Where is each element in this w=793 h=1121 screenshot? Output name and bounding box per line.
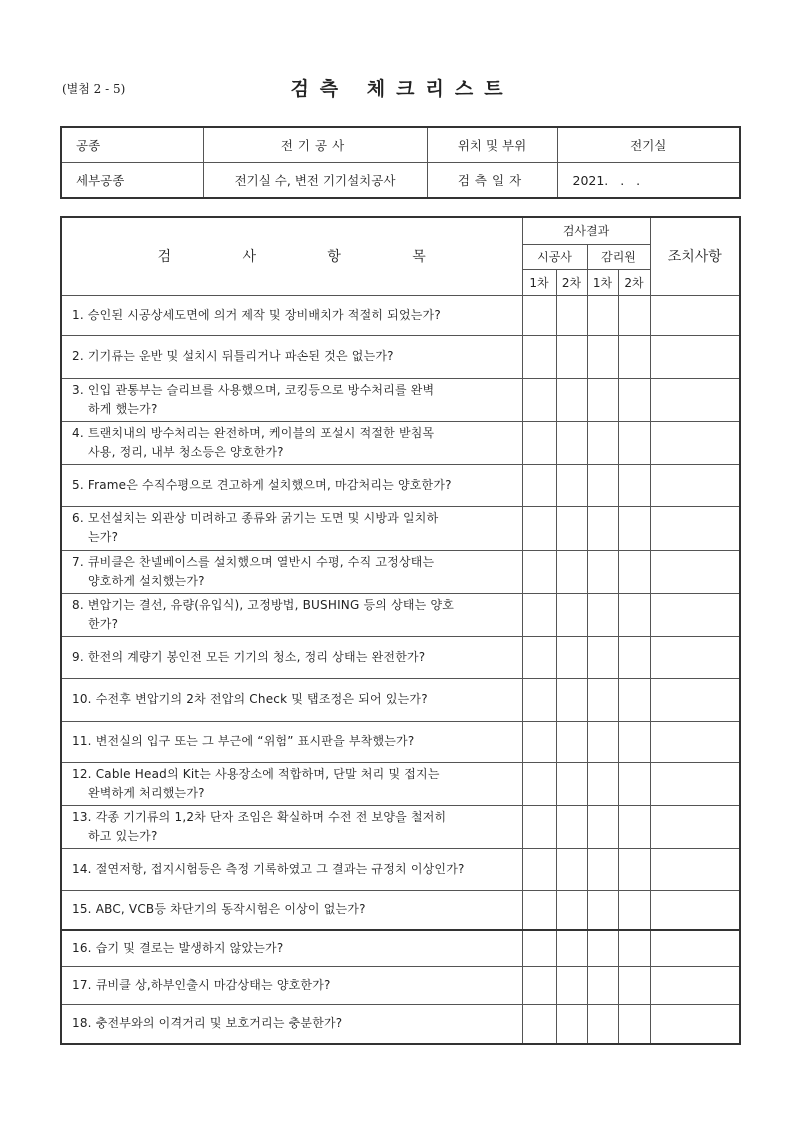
checklist-item-line-2: 하게 했는가?	[88, 401, 158, 416]
action-cell[interactable]	[650, 805, 740, 848]
contractor-first-result[interactable]	[522, 966, 556, 1004]
contractor-header: 시공사	[522, 244, 587, 269]
checklist-item-line-2: 완벽하게 처리했는가?	[88, 785, 205, 800]
info-row-1	[61, 127, 740, 163]
supervisor-first-result[interactable]	[587, 848, 618, 890]
action-cell[interactable]	[650, 378, 740, 421]
checklist-item-text	[61, 335, 522, 378]
checklist-item-line-1: 6. 모선설치는 외관상 미려하고 종류와 굵기는 도면 및 시방과 일치하	[72, 511, 439, 525]
checklist-row	[61, 678, 740, 721]
contractor-first-result[interactable]	[522, 593, 556, 636]
contractor-second-result[interactable]	[556, 678, 587, 721]
checklist-item-text	[61, 805, 522, 848]
action-cell[interactable]	[650, 421, 740, 464]
contractor-first-result[interactable]	[522, 848, 556, 890]
supervisor-first-result[interactable]	[587, 506, 618, 550]
checklist-item-line-1: 5. Frame은 수직수평으로 견고하게 설치했으며, 마감처리는 양호한가?	[72, 477, 452, 492]
contractor-second-result[interactable]	[556, 721, 587, 762]
contractor-second-result[interactable]	[556, 593, 587, 636]
checklist-item-text	[61, 464, 522, 506]
checklist-row	[61, 335, 740, 378]
supervisor-second-result[interactable]	[618, 636, 650, 678]
supervisor-second-result[interactable]	[618, 721, 650, 762]
action-cell[interactable]	[650, 762, 740, 805]
checklist-item-line-1: 18. 충전부와의 이격거리 및 보호거리는 충분한가?	[72, 1016, 343, 1031]
items-header-char-4: 목	[412, 249, 426, 266]
items-header-char-2: 사	[242, 249, 257, 266]
supervisor-first-result[interactable]	[587, 335, 618, 378]
contractor-first-result[interactable]	[522, 762, 556, 805]
supervisor-first-result[interactable]	[587, 678, 618, 721]
supervisor-second-result[interactable]	[618, 464, 650, 506]
supervisor-second-result[interactable]	[618, 593, 650, 636]
supervisor-second-result[interactable]	[618, 930, 650, 966]
checklist-item-line-1: 10. 수전후 변압기의 2차 전압의 Check 및 탭조정은 되어 있는가?	[72, 692, 428, 706]
attachment-label: (별첨 2 - 5)	[62, 82, 126, 96]
contractor-first-result[interactable]	[522, 335, 556, 378]
location-label: 위치 및 부위	[427, 127, 557, 163]
checklist-row	[61, 295, 740, 335]
checklist-item-line-2: 사용, 정리, 내부 청소등은 양호한가?	[88, 444, 284, 459]
action-cell[interactable]	[650, 506, 740, 550]
checklist-item-line-2: 한가?	[88, 616, 119, 631]
supervisor-first-result[interactable]	[587, 636, 618, 678]
supervisor-first-result[interactable]	[587, 378, 618, 421]
location-value: 전기실	[557, 127, 740, 163]
supervisor-first-result[interactable]	[587, 721, 618, 762]
checklist-row	[61, 930, 740, 966]
checklist-row	[61, 464, 740, 506]
checklist-row	[61, 848, 740, 890]
work-type-value: 전기공사	[203, 127, 427, 163]
items-header-char-3: 항	[327, 249, 341, 266]
checklist-item-text	[61, 678, 522, 721]
supervisor-first-result[interactable]	[587, 295, 618, 335]
action-cell[interactable]	[650, 1004, 740, 1044]
checklist-row	[61, 593, 740, 636]
info-table	[60, 126, 741, 199]
checklist-item-line-1: 1. 승인된 시공상세도면에 의거 제작 및 장비배치가 적절히 되었는가?	[72, 307, 441, 322]
supervisor-first-header: 1차	[587, 269, 618, 295]
action-cell[interactable]	[650, 593, 740, 636]
supervisor-second-result[interactable]	[618, 295, 650, 335]
contractor-second-result[interactable]	[556, 506, 587, 550]
checklist-row	[61, 966, 740, 1004]
supervisor-first-result[interactable]	[587, 762, 618, 805]
supervisor-second-result[interactable]	[618, 1004, 650, 1044]
contractor-second-result[interactable]	[556, 966, 587, 1004]
action-cell[interactable]	[650, 848, 740, 890]
checklist-item-line-1: 3. 인입 관통부는 슬리브를 사용했으며, 코킹등으로 방수처리를 완벽	[72, 382, 435, 397]
checklist-row	[61, 421, 740, 464]
checklist-item-line-1: 2. 기기류는 운반 및 설치시 뒤틀리거나 파손된 것은 없는가?	[72, 349, 394, 363]
supervisor-second-result[interactable]	[618, 678, 650, 721]
sub-work-label: 세부공종	[61, 163, 203, 199]
supervisor-header: 감리원	[587, 244, 650, 269]
contractor-first-result[interactable]	[522, 378, 556, 421]
contractor-first-result[interactable]	[522, 930, 556, 966]
contractor-second-result[interactable]	[556, 636, 587, 678]
date-value: 2021. . .	[557, 163, 740, 199]
checklist-item-text	[61, 1004, 522, 1044]
action-header: 조치사항	[650, 217, 740, 295]
supervisor-first-result[interactable]	[587, 550, 618, 593]
contractor-second-result[interactable]	[556, 805, 587, 848]
checklist-row	[61, 550, 740, 593]
supervisor-first-result[interactable]	[587, 421, 618, 464]
checklist-row	[61, 1004, 740, 1044]
checklist-item-text	[61, 636, 522, 678]
action-cell[interactable]	[650, 464, 740, 506]
supervisor-second-header: 2차	[618, 269, 650, 295]
checklist-item-line-1: 13. 각종 기기류의 1,2차 단자 조임은 확실하며 수전 전 보양을 철저히	[72, 809, 447, 824]
supervisor-second-result[interactable]	[618, 550, 650, 593]
contractor-first-result[interactable]	[522, 805, 556, 848]
checklist-item-text	[61, 421, 522, 464]
contractor-first-result[interactable]	[522, 295, 556, 335]
action-cell[interactable]	[650, 930, 740, 966]
supervisor-first-result[interactable]	[587, 593, 618, 636]
contractor-second-result[interactable]	[556, 890, 587, 930]
checklist-table	[60, 216, 741, 1045]
action-cell[interactable]	[650, 335, 740, 378]
supervisor-second-result[interactable]	[618, 805, 650, 848]
checklist-item-line-1: 11. 변전실의 입구 또는 그 부근에 “위험” 표시판을 부착했는가?	[72, 734, 415, 748]
contractor-first-result[interactable]	[522, 636, 556, 678]
supervisor-first-result[interactable]	[587, 805, 618, 848]
checklist-item-line-1: 14. 절연저항, 접지시험등은 측정 기록하였고 그 결과는 규정치 이상인가?	[72, 861, 465, 876]
checklist-item-text	[61, 966, 522, 1004]
contractor-first-result[interactable]	[522, 890, 556, 930]
checklist-item-line-2: 는가?	[88, 530, 119, 544]
supervisor-second-result[interactable]	[618, 848, 650, 890]
items-header	[61, 217, 522, 295]
action-cell[interactable]	[650, 636, 740, 678]
checklist-row	[61, 762, 740, 805]
checklist-item-line-1: 12. Cable Head의 Kit는 사용장소에 적합하며, 단말 처리 및 접지는	[72, 766, 440, 781]
contractor-first-result[interactable]	[522, 506, 556, 550]
contractor-first-result[interactable]	[522, 678, 556, 721]
checklist-item-line-1: 8. 변압기는 결선, 유량(유입식), 고정방법, BUSHING 등의 상태는 양호	[72, 597, 455, 612]
checklist-item-text	[61, 506, 522, 550]
checklist-item-text	[61, 550, 522, 593]
action-cell[interactable]	[650, 890, 740, 930]
checklist-header-row-1	[61, 217, 740, 244]
supervisor-second-result[interactable]	[618, 421, 650, 464]
checklist-body	[61, 217, 740, 1044]
contractor-second-result[interactable]	[556, 378, 587, 421]
checklist-item-text	[61, 721, 522, 762]
checklist-item-line-2: 양호하게 설치했는가?	[88, 573, 205, 588]
checklist-row	[61, 378, 740, 421]
supervisor-second-result[interactable]	[618, 762, 650, 805]
checklist-item-text	[61, 378, 522, 421]
supervisor-second-result[interactable]	[618, 966, 650, 1004]
action-cell[interactable]	[650, 721, 740, 762]
checklist-item-text	[61, 890, 522, 930]
supervisor-first-result[interactable]	[587, 930, 618, 966]
supervisor-first-result[interactable]	[587, 1004, 618, 1044]
checklist-row	[61, 636, 740, 678]
contractor-first-result[interactable]	[522, 550, 556, 593]
supervisor-second-result[interactable]	[618, 890, 650, 930]
action-cell[interactable]	[650, 966, 740, 1004]
contractor-second-result[interactable]	[556, 762, 587, 805]
checklist-item-text	[61, 295, 522, 335]
action-cell[interactable]	[650, 295, 740, 335]
checklist-row	[61, 890, 740, 930]
checklist-row	[61, 506, 740, 550]
checklist-item-line-1: 7. 큐비클은 찬넬베이스를 설치했으며 열반시 수평, 수직 고정상태는	[72, 554, 435, 569]
supervisor-second-result[interactable]	[618, 506, 650, 550]
action-cell[interactable]	[650, 678, 740, 721]
supervisor-first-result[interactable]	[587, 464, 618, 506]
checklist-item-line-1: 4. 트랜치내의 방수처리는 완전하며, 케이블의 포설시 적절한 받침목	[72, 425, 435, 440]
checklist-item-line-1: 16. 습기 및 결로는 발생하지 않았는가?	[72, 940, 284, 955]
items-header-char-1: 검	[157, 249, 172, 266]
checklist-item-text	[61, 762, 522, 805]
checklist-row	[61, 805, 740, 848]
contractor-second-result[interactable]	[556, 550, 587, 593]
date-label: 검측일자	[427, 163, 557, 199]
contractor-first-header: 1차	[522, 269, 556, 295]
work-type-label: 공종	[61, 127, 203, 163]
contractor-second-result[interactable]	[556, 848, 587, 890]
contractor-first-result[interactable]	[522, 1004, 556, 1044]
checklist-item-line-2: 하고 있는가?	[88, 828, 158, 843]
checklist-item-text	[61, 930, 522, 966]
sub-work-value: 전기실 수, 변전 기기설치공사	[203, 163, 427, 199]
contractor-second-result[interactable]	[556, 295, 587, 335]
result-header: 검사결과	[522, 217, 650, 244]
checklist-item-line-1: 9. 한전의 계량기 봉인전 모든 기기의 청소, 정리 상태는 완전한가?	[72, 649, 426, 664]
contractor-second-result[interactable]	[556, 1004, 587, 1044]
supervisor-first-result[interactable]	[587, 890, 618, 930]
info-row-2	[61, 163, 740, 199]
page-title: 검측 체크리스트	[290, 78, 514, 100]
checklist-item-text	[61, 593, 522, 636]
contractor-second-result[interactable]	[556, 930, 587, 966]
contractor-first-result[interactable]	[522, 721, 556, 762]
action-cell[interactable]	[650, 550, 740, 593]
contractor-first-result[interactable]	[522, 464, 556, 506]
checklist-item-line-1: 15. ABC, VCB등 차단기의 동작시험은 이상이 없는가?	[72, 902, 366, 917]
supervisor-second-result[interactable]	[618, 378, 650, 421]
contractor-second-result[interactable]	[556, 421, 587, 464]
contractor-first-result[interactable]	[522, 421, 556, 464]
checklist-item-text	[61, 848, 522, 890]
contractor-second-result[interactable]	[556, 335, 587, 378]
contractor-second-header: 2차	[556, 269, 587, 295]
contractor-second-result[interactable]	[556, 464, 587, 506]
checklist-item-line-1: 17. 큐비클 상,하부인출시 마감상태는 양호한가?	[72, 977, 331, 992]
supervisor-first-result[interactable]	[587, 966, 618, 1004]
supervisor-second-result[interactable]	[618, 335, 650, 378]
checklist-row	[61, 721, 740, 762]
